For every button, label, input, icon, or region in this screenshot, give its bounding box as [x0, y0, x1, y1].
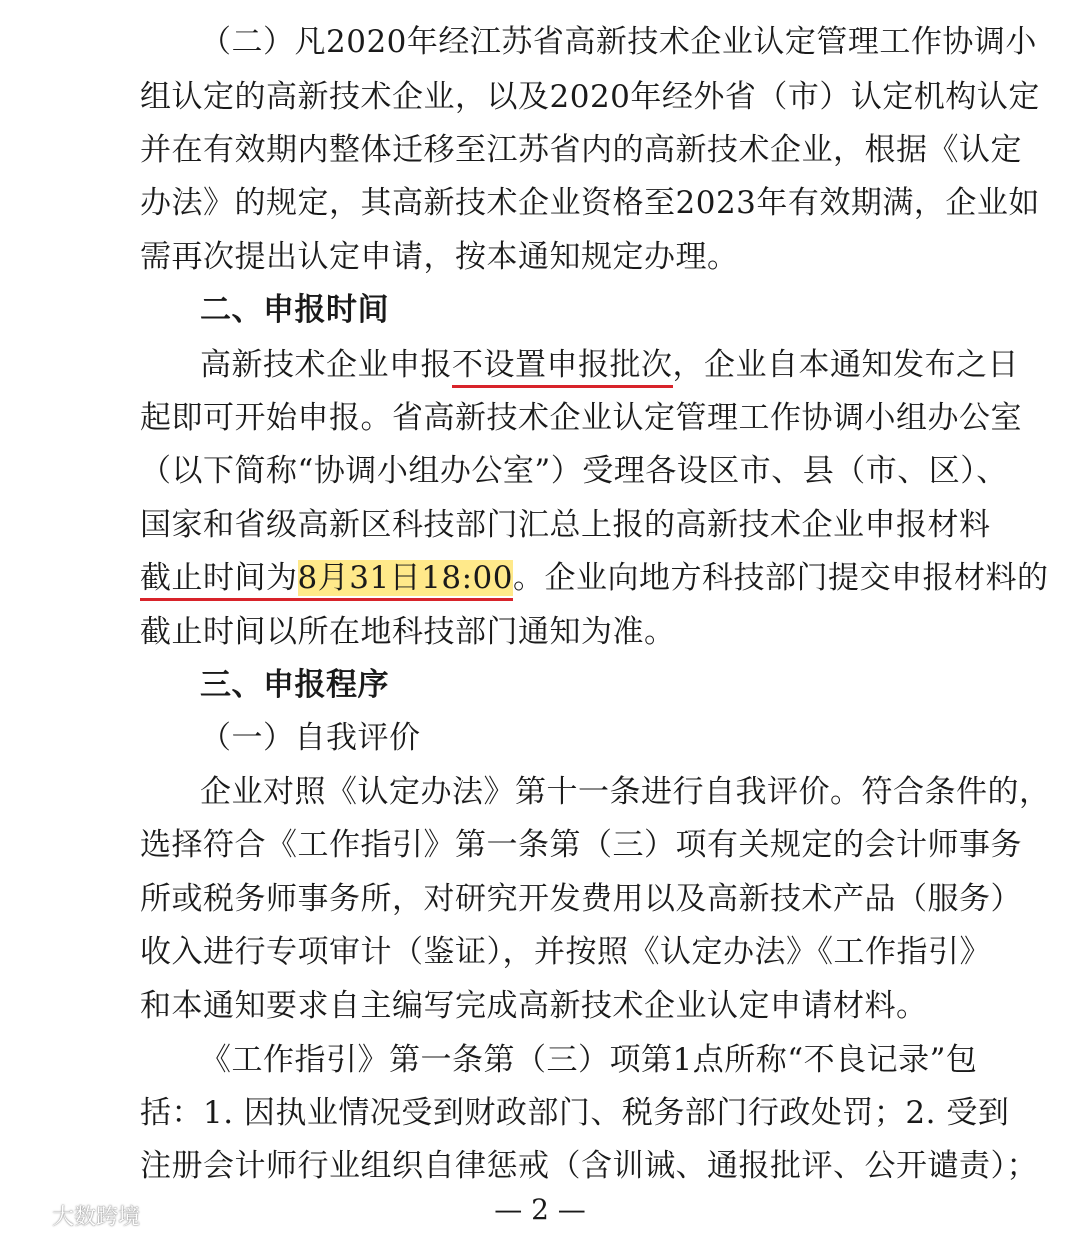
paragraph-line: 并在有效期内整体迁移至江苏省内的高新技术企业，根据《认定 [140, 132, 1022, 168]
paragraph-line: 和本通知要求自主编写完成高新技术企业认定申请材料。 [140, 988, 928, 1024]
text-run: 。企业向地方科技部门提交申报材料的 [513, 560, 1049, 596]
watermark-text: 大数跨境 [52, 1204, 141, 1230]
section-heading: 二、申报时间 [200, 292, 389, 328]
paragraph-line: 收入进行专项审计（鉴证），并按照《认定办法》《工作指引》 [140, 934, 991, 970]
paragraph-line: 截止时间以所在地科技部门通知为准。 [140, 614, 676, 650]
paragraph-line: 需再次提出认定申请，按本通知规定办理。 [140, 239, 739, 275]
subsection-heading: （一）自我评价 [200, 720, 421, 756]
paragraph-line: 国家和省级高新区科技部门汇总上报的高新技术企业申报材料 [140, 507, 991, 543]
paragraph-line: 《工作指引》第一条第（三）项第1点所称“不良记录”包 [200, 1042, 978, 1078]
paragraph-line [200, 345, 1019, 385]
text-run: 截止时间为 [140, 560, 298, 596]
paragraph-line: 注册会计师行业组织自律惩戒（含训诫、通报批评、公开谴责）； [140, 1148, 1038, 1184]
paragraph-line: 办法》的规定，其高新技术企业资格至2023年有效期满，企业如 [140, 185, 1040, 221]
underlined-text: 不设置申报批次 [452, 347, 673, 388]
paragraph-line: 企业对照《认定办法》第十一条进行自我评价。符合条件的， [200, 774, 1051, 810]
text-run: ，企业自本通知发布之日 [672, 347, 1019, 383]
paragraph-line [140, 558, 1049, 598]
watermark [12, 1198, 140, 1232]
highlighted-date: 8月31日18:00 [297, 560, 514, 596]
paragraph-line: 起即可开始申报。省高新技术企业认定管理工作协调小组办公室 [140, 400, 1022, 436]
paragraph-line: 组认定的高新技术企业，以及2020年经外省（市）认定机构认定 [140, 79, 1040, 115]
paragraph-line: （以下简称“协调小组办公室”）受理各设区市、县（市、区）、 [140, 453, 1008, 489]
section-heading: 三、申报程序 [200, 667, 389, 703]
underlined-text [140, 560, 513, 601]
page-number: — 2 — [494, 1193, 586, 1226]
paragraph-line: 所或税务师事务所，对研究开发费用以及高新技术产品（服务） [140, 881, 1022, 917]
paragraph-line: 选择符合《工作指引》第一条第（三）项有关规定的会计师事务 [140, 827, 1022, 863]
paragraph-line: 括：1. 因执业情况受到财政部门、税务部门行政处罚；2. 受到 [140, 1095, 1010, 1131]
paragraph-line: （二）凡2020年经江苏省高新技术企业认定管理工作协调小 [200, 24, 1037, 60]
text-run: 高新技术企业申报 [200, 347, 452, 383]
brand-logo-icon [12, 1200, 46, 1230]
